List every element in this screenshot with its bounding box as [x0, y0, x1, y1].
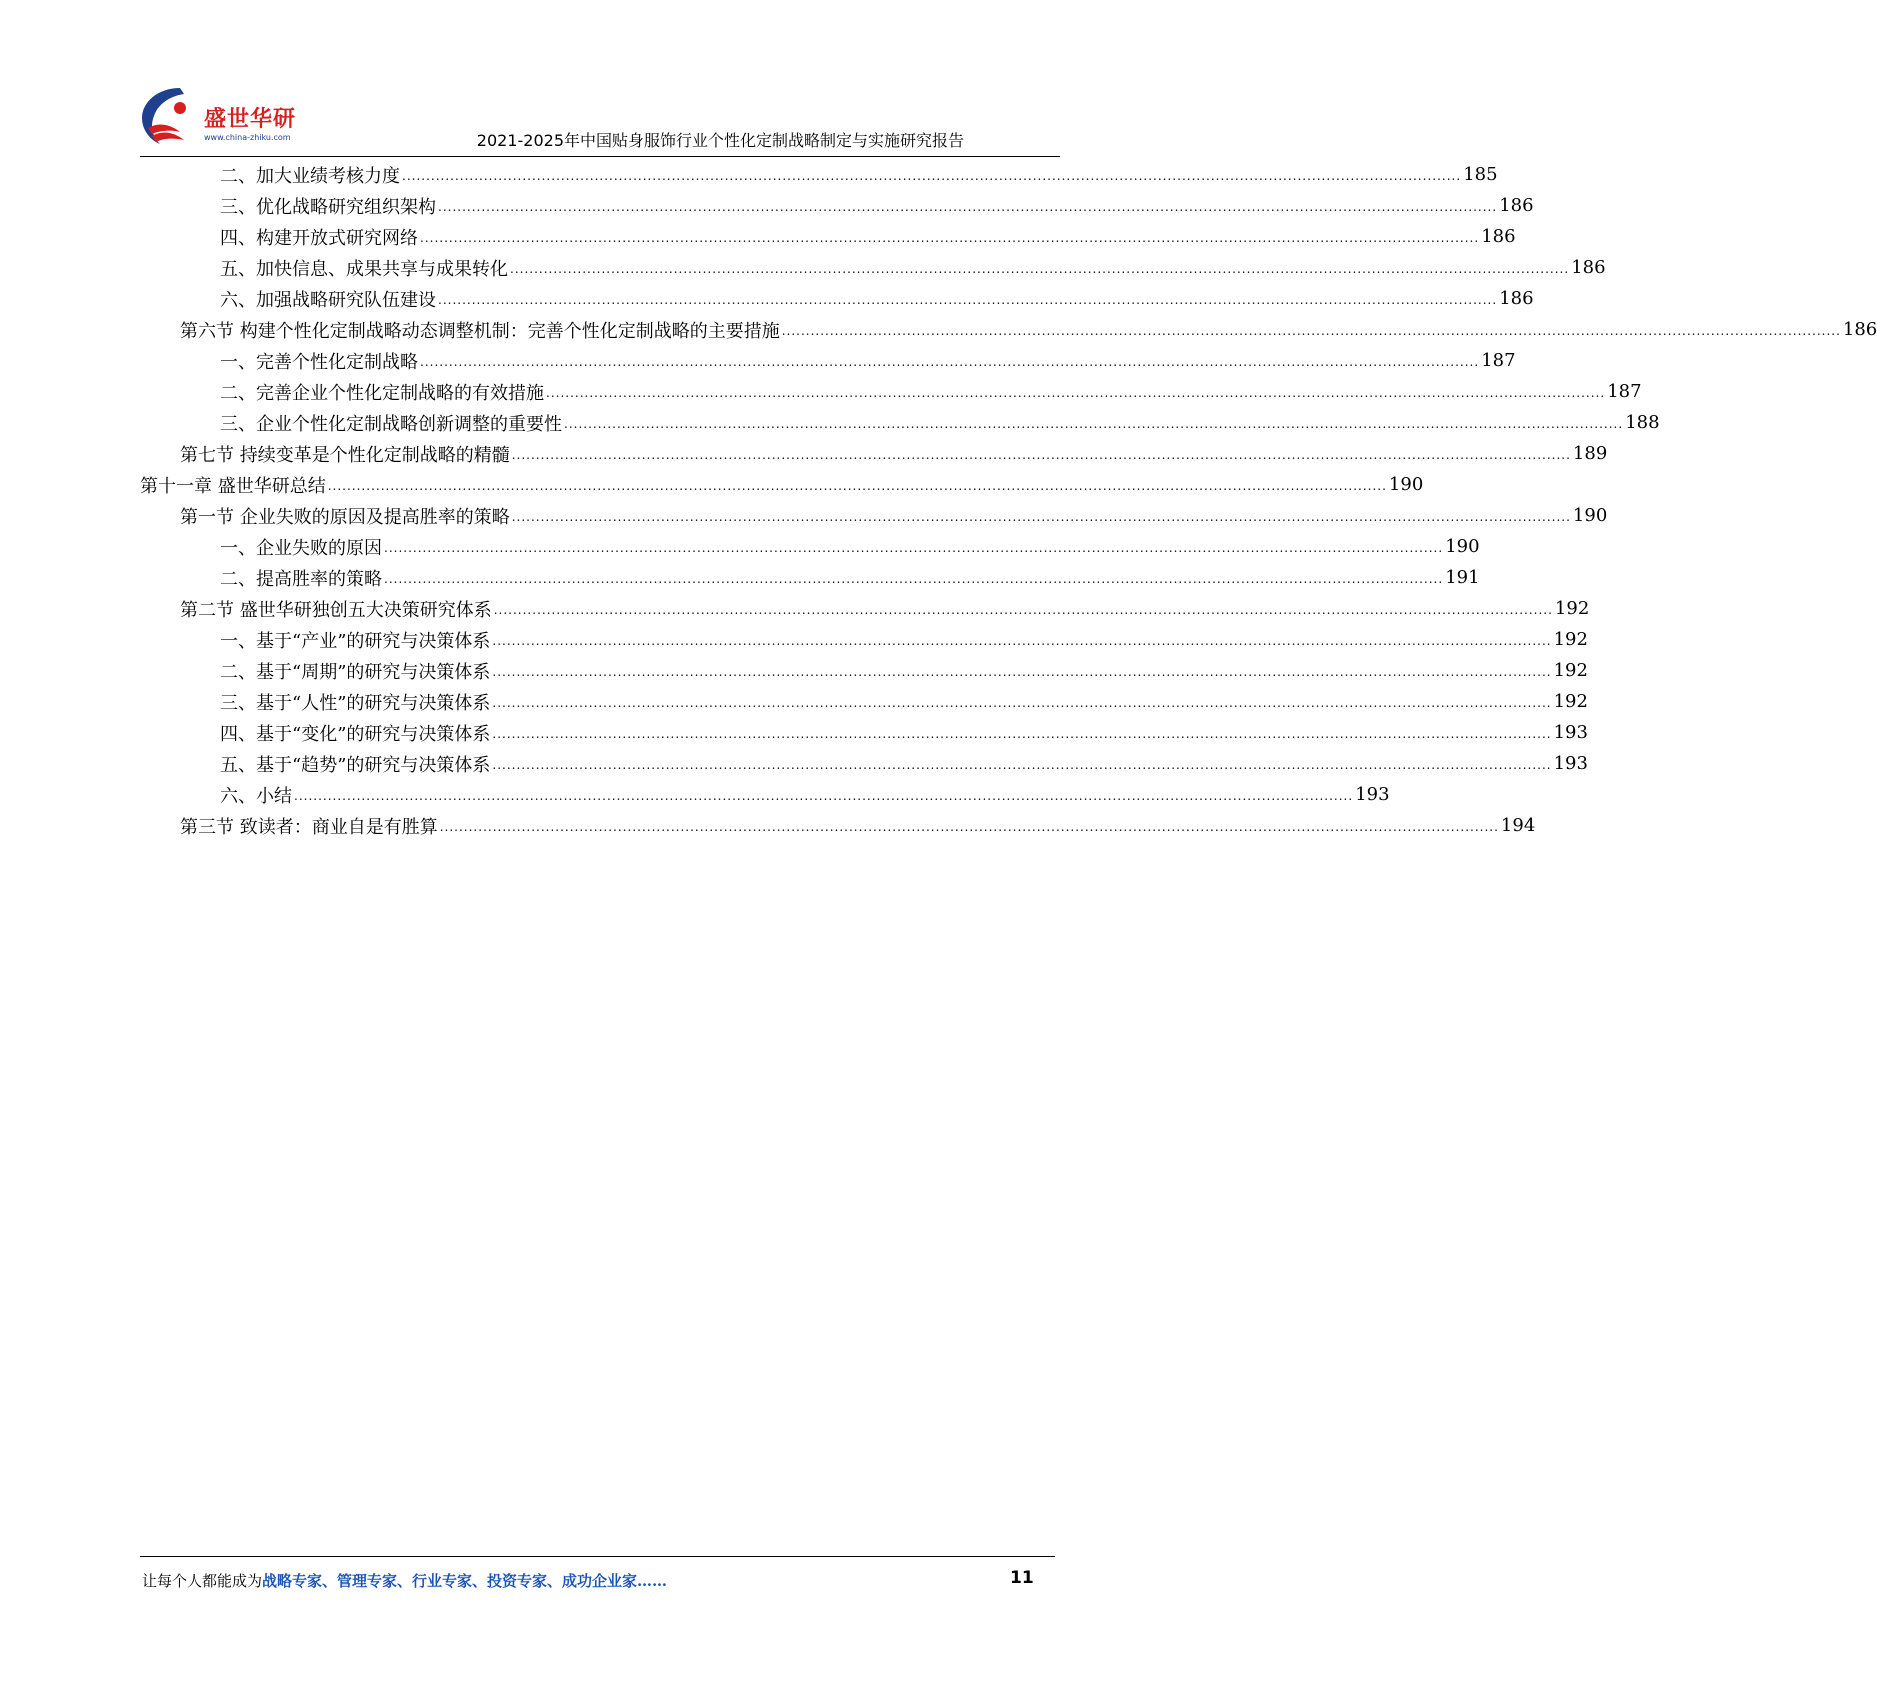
- toc-entry[interactable]: [180, 438, 1608, 469]
- toc-entry-page: 194: [1500, 815, 1536, 836]
- toc-entry-page: 187: [1481, 350, 1516, 371]
- toc-entry[interactable]: [220, 531, 1480, 562]
- toc-leader-dots: ............................................................................................................................................................................................................................: [420, 231, 1480, 245]
- toc-entry-label: 二、完善企业个性化定制战略的有效措施: [220, 382, 544, 404]
- page-number: 11: [1010, 1568, 1034, 1588]
- toc-entry-page: 190: [1388, 474, 1424, 495]
- toc-entry-label: 一、企业失败的原因: [220, 537, 382, 559]
- report-title: 2021-2025年中国贴身服饰行业个性化定制战略制定与实施研究报告: [476, 131, 964, 150]
- toc-leader-dots: ............................................................................................................................................................................................................................: [564, 417, 1624, 431]
- toc-entry-label: 六、小结: [220, 785, 292, 807]
- toc-entry[interactable]: [180, 810, 1536, 841]
- logo-name: 盛世华研: [204, 107, 297, 132]
- toc-entry-page: 187: [1607, 381, 1642, 402]
- toc-leader-dots: ............................................................................................................................................................................................................................: [294, 789, 1354, 803]
- toc-leader-dots: ............................................................................................................................................................................................................................: [510, 262, 1570, 276]
- logo-emblem-icon: [140, 84, 202, 148]
- toc-leader-dots: ............................................................................................................................................................................................................................: [420, 355, 1480, 369]
- toc-entry-label: 四、基于“变化”的研究与决策体系: [220, 723, 491, 745]
- toc-leader-dots: ............................................................................................................................................................................................................................: [492, 727, 1552, 741]
- toc-entry-label: 五、基于“趋势”的研究与决策体系: [220, 754, 491, 776]
- toc-entry-page: 186: [1481, 226, 1516, 247]
- toc-leader-dots: ............................................................................................................................................................................................................................: [546, 386, 1606, 400]
- toc-entry-page: 186: [1499, 288, 1534, 309]
- toc-entry[interactable]: [220, 686, 1588, 717]
- toc-entry[interactable]: [220, 221, 1516, 252]
- toc-entry-label: 一、完善个性化定制战略: [220, 351, 418, 373]
- toc-entry[interactable]: [220, 624, 1588, 655]
- page-header: [140, 82, 1060, 157]
- logo-url: www.china-zhiku.com: [204, 133, 291, 142]
- toc-entry-label: 三、优化战略研究组织架构: [220, 196, 436, 218]
- toc-entry[interactable]: [180, 314, 1877, 345]
- toc-entry-label: 第六节 构建个性化定制战略动态调整机制：完善个性化定制战略的主要措施: [180, 320, 780, 342]
- toc-leader-dots: ............................................................................................................................................................................................................................: [402, 169, 1462, 183]
- toc-entry[interactable]: [220, 252, 1606, 283]
- toc-entry-page: 191: [1445, 567, 1480, 588]
- toc-entry-label: 一、基于“产业”的研究与决策体系: [220, 630, 491, 652]
- toc-entry-page: 193: [1553, 722, 1588, 743]
- toc-leader-dots: ............................................................................................................................................................................................................................: [384, 541, 1444, 555]
- toc-entry-page: 192: [1553, 691, 1588, 712]
- toc-entry-label: 六、加强战略研究队伍建设: [220, 289, 436, 311]
- footer-slogan: [142, 1570, 667, 1591]
- slogan-accent: 战略专家、管理专家、行业专家、投资专家、成功企业家……: [262, 1572, 668, 1590]
- toc-entry[interactable]: [220, 159, 1498, 190]
- toc-leader-dots: ............................................................................................................................................................................................................................: [492, 758, 1552, 772]
- toc-entry-page: 193: [1355, 784, 1390, 805]
- toc-entry[interactable]: [220, 190, 1534, 221]
- toc-entry-label: 三、基于“人性”的研究与决策体系: [220, 692, 491, 714]
- toc-entry-page: 186: [1499, 195, 1534, 216]
- toc-entry[interactable]: [220, 717, 1588, 748]
- toc-leader-dots: ............................................................................................................................................................................................................................: [384, 572, 1444, 586]
- toc-entry-page: 189: [1572, 443, 1608, 464]
- toc-leader-dots: ............................................................................................................................................................................................................................: [492, 634, 1552, 648]
- toc-entry-page: 186: [1842, 319, 1877, 340]
- toc-entry[interactable]: [220, 283, 1534, 314]
- toc-entry-label: 二、加大业绩考核力度: [220, 165, 400, 187]
- toc-entry[interactable]: [220, 748, 1588, 779]
- slogan-prefix: 让每个人都能成为: [142, 1572, 263, 1590]
- toc-entry-label: 第七节 持续变革是个性化定制战略的精髓: [180, 444, 510, 466]
- toc-entry[interactable]: [220, 655, 1588, 686]
- toc-entry-page: 190: [1572, 505, 1608, 526]
- logo: [140, 82, 320, 152]
- toc-leader-dots: ............................................................................................................................................................................................................................: [438, 293, 1498, 307]
- toc-entry-label: 五、加快信息、成果共享与成果转化: [220, 258, 508, 280]
- toc-entry[interactable]: [180, 593, 1590, 624]
- toc-entry-label: 四、构建开放式研究网络: [220, 227, 418, 249]
- toc-entry[interactable]: [220, 376, 1642, 407]
- toc-leader-dots: ............................................................................................................................................................................................................................: [492, 665, 1552, 679]
- toc-entry-page: 190: [1445, 536, 1480, 557]
- toc-leader-dots: ............................................................................................................................................................................................................................: [438, 200, 1498, 214]
- toc-entry-page: 185: [1463, 164, 1498, 185]
- toc-entry[interactable]: [220, 407, 1660, 438]
- toc-entry-label: 第一节 企业失败的原因及提高胜率的策略: [180, 506, 510, 528]
- toc-leader-dots: ............................................................................................................................................................................................................................: [492, 696, 1552, 710]
- toc-leader-dots: ............................................................................................................................................................................................................................: [493, 603, 1553, 617]
- toc-entry-page: 186: [1571, 257, 1606, 278]
- toc-entry[interactable]: [220, 779, 1390, 810]
- footer-divider: [140, 1556, 1055, 1557]
- toc-leader-dots: ............................................................................................................................................................................................................................: [511, 510, 1571, 524]
- toc-entry-page: 192: [1554, 598, 1590, 619]
- toc-entry[interactable]: [140, 469, 1424, 500]
- toc-entry-page: 193: [1553, 753, 1588, 774]
- toc-leader-dots: ............................................................................................................................................................................................................................: [439, 820, 1499, 834]
- toc-entry-label: 第二节 盛世华研独创五大决策研究体系: [180, 599, 492, 621]
- toc-leader-dots: ............................................................................................................................................................................................................................: [511, 448, 1571, 462]
- toc-entry[interactable]: [220, 562, 1480, 593]
- toc-entry-label: 第十一章 盛世华研总结: [140, 475, 326, 497]
- toc-leader-dots: ............................................................................................................................................................................................................................: [781, 324, 1841, 338]
- toc-leader-dots: ............................................................................................................................................................................................................................: [327, 479, 1387, 493]
- toc-entry-page: 192: [1553, 629, 1588, 650]
- toc-entry-page: 192: [1553, 660, 1588, 681]
- toc-entry-label: 三、企业个性化定制战略创新调整的重要性: [220, 413, 562, 435]
- toc-entry-page: 188: [1625, 412, 1660, 433]
- toc-entry-label: 第三节 致读者：商业自是有胜算: [180, 816, 438, 838]
- toc-entry-label: 二、提高胜率的策略: [220, 568, 382, 590]
- toc-entry-label: 二、基于“周期”的研究与决策体系: [220, 661, 491, 683]
- toc-entry[interactable]: [180, 500, 1608, 531]
- toc-entry[interactable]: [220, 345, 1516, 376]
